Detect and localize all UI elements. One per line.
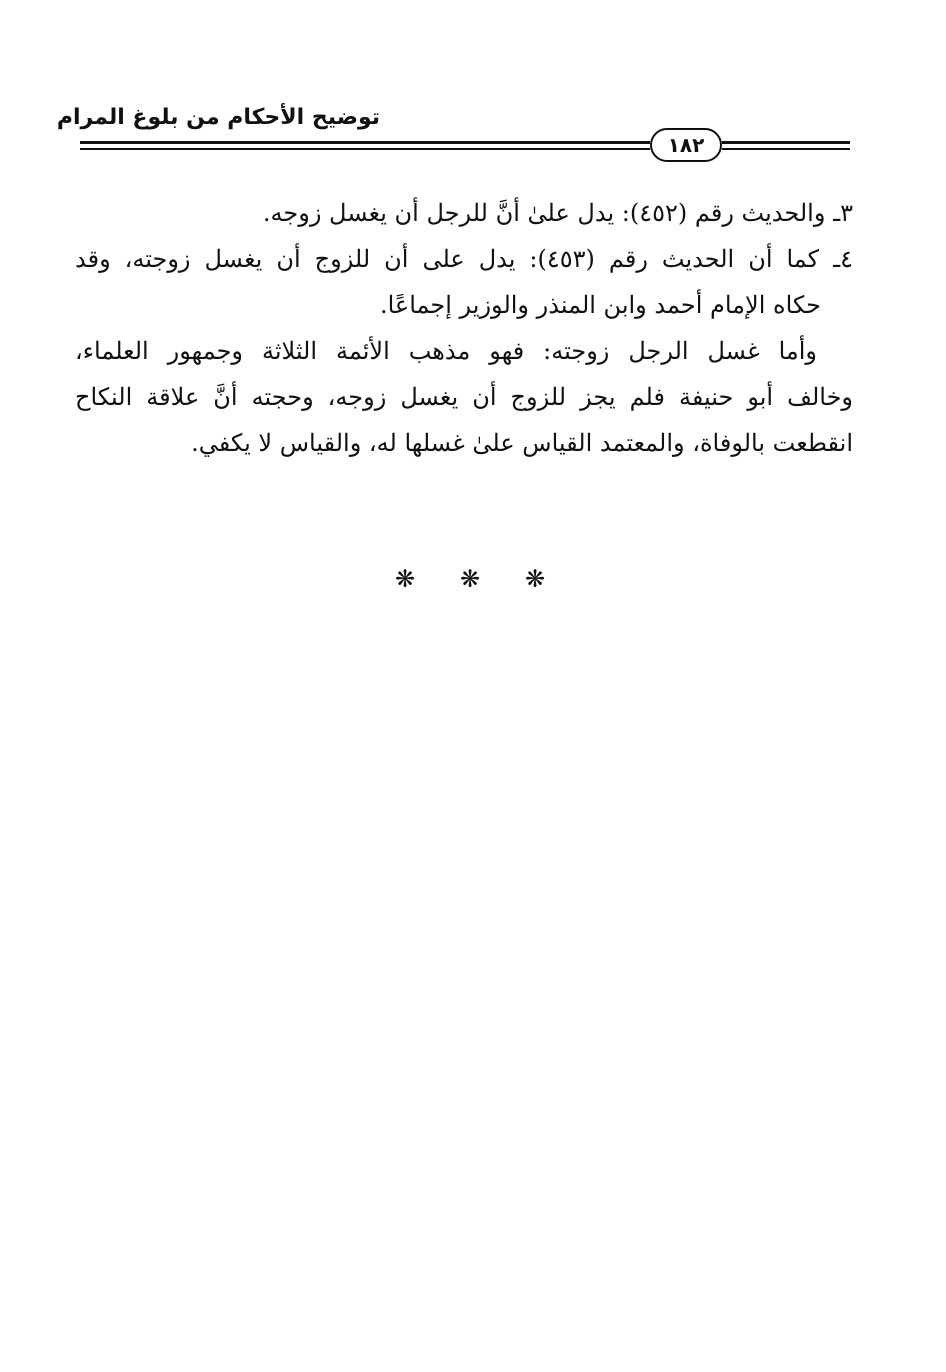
asterism-icon: ❋ — [524, 565, 546, 593]
header-rule-left-thin — [80, 148, 650, 150]
header-rule-left-thick — [80, 141, 650, 144]
text-line: انقطعت بالوفاة، والمعتمد القياس علىٰ غسلها له، والقياس لا يكفي. — [191, 429, 853, 457]
header-rule-right-thin — [722, 148, 850, 150]
text-line: ٤ـ كما أن الحديث رقم (٤٥٣): يدل على أن للزوج أن يغسل زوجته، وقد — [75, 245, 853, 273]
page-number: ١٨٢ — [650, 128, 722, 162]
running-header-title: توضيح الأحكام من بلوغ المرام — [56, 105, 380, 130]
text-line: ٣ـ والحديث رقم (٤٥٢): يدل علىٰ أنَّ للرجل أن يغسل زوجه. — [262, 199, 853, 227]
body-text — [75, 190, 853, 466]
text-line: حكاه الإمام أحمد وابن المنذر والوزير إجماعًا. — [379, 291, 821, 319]
section-separator — [390, 562, 550, 596]
header-rule-right-thick — [722, 141, 850, 144]
asterism-icon: ❋ — [459, 565, 481, 593]
text-line: وخالف أبو حنيفة فلم يجز للزوج أن يغسل زوجه، وحجته أنَّ علاقة النكاح — [75, 383, 853, 411]
text-line: وأما غسل الرجل زوجته: فهو مذهب الأئمة الثلاثة وجمهور العلماء، — [75, 337, 817, 365]
asterism-icon: ❋ — [394, 565, 416, 593]
